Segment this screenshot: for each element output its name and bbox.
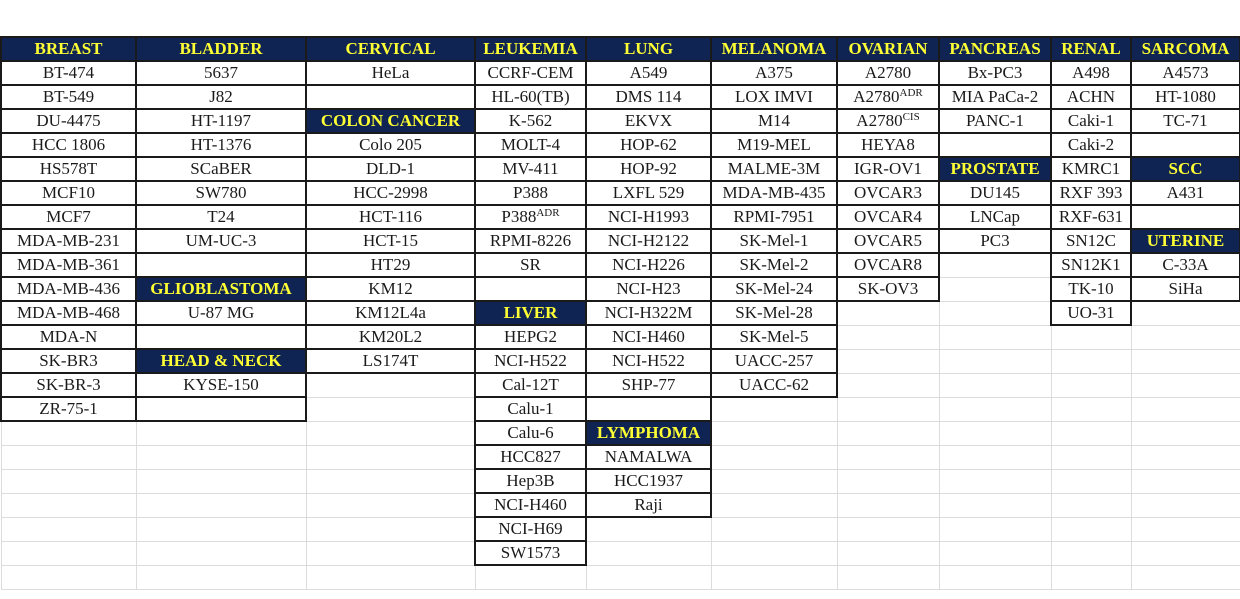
empty-cell [711,445,837,469]
cell-line: Calu-6 [475,421,586,445]
empty-cell [837,445,939,469]
cell-line: HCC1937 [586,469,711,493]
cell-line: BT-474 [1,61,136,85]
category-header-cervical: CERVICAL [306,37,475,61]
cell-line: NCI-H322M [586,301,711,325]
cell-line: HT29 [306,253,475,277]
cell-line: SK-Mel-5 [711,325,837,349]
cell-line: T24 [136,205,306,229]
empty-cell [306,565,475,589]
cell-line: Raji [586,493,711,517]
category-header-breast: BREAST [1,37,136,61]
empty-cell [939,493,1051,517]
empty-cell [1131,301,1240,325]
cell-line: NCI-H2122 [586,229,711,253]
cell-line-superscript: ADR [899,87,923,99]
cell-line: NCI-H460 [475,493,586,517]
empty-cell [1131,325,1240,349]
table-row [1,301,1240,325]
cell-line [475,205,586,229]
cell-line: Colo 205 [306,133,475,157]
empty-cell [1131,493,1240,517]
empty-cell [1,541,136,565]
table-row [1,445,1240,469]
empty-cell [837,373,939,397]
table-row [1,205,1240,229]
cell-line: SN12C [1051,229,1131,253]
category-header-lung: LUNG [586,37,711,61]
cell-line: SCaBER [136,157,306,181]
cell-line: M14 [711,109,837,133]
cell-line: LNCap [939,205,1051,229]
cell-line: M19-MEL [711,133,837,157]
cell-line: HCC-2998 [306,181,475,205]
cell-line: OVCAR4 [837,205,939,229]
cell-line: SK-Mel-2 [711,253,837,277]
empty-cell [475,565,586,589]
cell-line: PC3 [939,229,1051,253]
cell-line [837,85,939,109]
table-row [1,421,1240,445]
empty-cell [939,373,1051,397]
cell-line: A498 [1051,61,1131,85]
cell-line: MDA-MB-361 [1,253,136,277]
cell-line: MDA-MB-468 [1,301,136,325]
cell-line: NCI-H522 [586,349,711,373]
cell-line: Caki-2 [1051,133,1131,157]
category-header-prostate: PROSTATE [939,157,1051,181]
empty-cell [837,541,939,565]
cell-line: UM-UC-3 [136,229,306,253]
cell-line: MALME-3M [711,157,837,181]
table-row [1,253,1240,277]
cell-line: SW1573 [475,541,586,565]
cell-line: KM12 [306,277,475,301]
empty-cell [1131,397,1240,421]
cell-line-superscript: CIS [902,111,920,123]
empty-cell [1051,469,1131,493]
cell-line: Bx-PC3 [939,61,1051,85]
blank-cell [1131,205,1240,229]
empty-cell [711,493,837,517]
cell-line: Hep3B [475,469,586,493]
cell-line: NCI-H460 [586,325,711,349]
cell-line: UACC-257 [711,349,837,373]
empty-cell [306,421,475,445]
cell-line: HOP-92 [586,157,711,181]
empty-cell [1051,421,1131,445]
cell-line: LOX IMVI [711,85,837,109]
cell-line: MDA-MB-436 [1,277,136,301]
cell-line: HL-60(TB) [475,85,586,109]
blank-cell [586,397,711,421]
cell-line: NCI-H69 [475,517,586,541]
table-row [1,565,1240,589]
cell-line: DLD-1 [306,157,475,181]
empty-cell [1,445,136,469]
cell-line: HCC 1806 [1,133,136,157]
category-header-ovarian: OVARIAN [837,37,939,61]
cell-line: C-33A [1131,253,1240,277]
empty-cell [939,325,1051,349]
cell-line: J82 [136,85,306,109]
empty-cell [1131,421,1240,445]
cell-line: EKVX [586,109,711,133]
empty-cell [1131,349,1240,373]
empty-cell [306,397,475,421]
cell-line-superscript: ADR [536,207,560,219]
cell-line-name: P388 [501,207,537,226]
empty-cell [939,445,1051,469]
cell-line: UACC-62 [711,373,837,397]
table-row [1,349,1240,373]
empty-cell [306,541,475,565]
cell-line: OVCAR3 [837,181,939,205]
category-header-scc: SCC [1131,157,1240,181]
category-header-renal: RENAL [1051,37,1131,61]
empty-cell [711,397,837,421]
empty-cell [837,325,939,349]
empty-cell [939,517,1051,541]
empty-cell [586,541,711,565]
cell-line: DU-4475 [1,109,136,133]
cell-line: BT-549 [1,85,136,109]
empty-cell [1131,469,1240,493]
blank-cell [1131,133,1240,157]
empty-cell [1,517,136,541]
cell-line: HT-1376 [136,133,306,157]
cell-line: SK-BR-3 [1,373,136,397]
empty-cell [136,445,306,469]
table-row [1,37,1240,61]
cell-line-name: A2780 [856,111,903,130]
empty-cell [136,421,306,445]
empty-cell [837,349,939,373]
empty-cell [837,397,939,421]
empty-cell [306,445,475,469]
cell-line: NCI-H226 [586,253,711,277]
cell-line: RPMI-7951 [711,205,837,229]
category-header-glioblastoma: GLIOBLASTOMA [136,277,306,301]
category-header-liver: LIVER [475,301,586,325]
empty-cell [136,469,306,493]
cell-line: MDA-MB-231 [1,229,136,253]
empty-cell [711,565,837,589]
empty-cell [939,277,1051,301]
cell-line: HCC827 [475,445,586,469]
spreadsheet-grid [0,36,1240,599]
empty-cell [306,469,475,493]
category-header-lymphoma: LYMPHOMA [586,421,711,445]
cell-line: SK-OV3 [837,277,939,301]
table-row [1,469,1240,493]
empty-cell [939,397,1051,421]
empty-cell [136,565,306,589]
cell-line: RXF 393 [1051,181,1131,205]
empty-cell [837,301,939,325]
empty-cell [939,565,1051,589]
cell-line: MV-411 [475,157,586,181]
cell-line: TK-10 [1051,277,1131,301]
empty-cell [1131,373,1240,397]
cell-line: NCI-H522 [475,349,586,373]
cell-line: RPMI-8226 [475,229,586,253]
cell-line: ACHN [1051,85,1131,109]
empty-cell [1051,349,1131,373]
cell-line: MCF7 [1,205,136,229]
cell-line: MCF10 [1,181,136,205]
cell-line: HOP-62 [586,133,711,157]
cell-line: P388 [475,181,586,205]
cell-line: KMRC1 [1051,157,1131,181]
cell-line: PANC-1 [939,109,1051,133]
empty-cell [1,493,136,517]
cell-line: TC-71 [1131,109,1240,133]
table-row [1,325,1240,349]
category-header-leukemia: LEUKEMIA [475,37,586,61]
cell-line: Caki-1 [1051,109,1131,133]
cell-line-name: A2780 [853,87,900,106]
cell-line: HCT-15 [306,229,475,253]
cell-line: HCT-116 [306,205,475,229]
empty-cell [1051,565,1131,589]
blank-cell [475,277,586,301]
empty-cell [1131,517,1240,541]
blank-cell [939,133,1051,157]
cell-line: IGR-OV1 [837,157,939,181]
category-header-melanoma: MELANOMA [711,37,837,61]
category-header-bladder: BLADDER [136,37,306,61]
empty-cell [1131,541,1240,565]
cell-line: K-562 [475,109,586,133]
cell-line: DMS 114 [586,85,711,109]
cell-line: MIA PaCa-2 [939,85,1051,109]
cell-line: SK-Mel-28 [711,301,837,325]
cell-line: HeLa [306,61,475,85]
empty-cell [939,349,1051,373]
empty-cell [136,517,306,541]
category-header-head-neck: HEAD & NECK [136,349,306,373]
cell-line: SK-Mel-1 [711,229,837,253]
empty-cell [711,421,837,445]
table-row [1,229,1240,253]
table-row [1,61,1240,85]
cell-line: HS578T [1,157,136,181]
category-header-pancreas: PANCREAS [939,37,1051,61]
empty-cell [711,469,837,493]
blank-cell [136,253,306,277]
empty-cell [586,517,711,541]
empty-cell [711,541,837,565]
empty-cell [1131,565,1240,589]
cell-line: Cal-12T [475,373,586,397]
table-row [1,109,1240,133]
empty-cell [1051,397,1131,421]
cell-line: OVCAR5 [837,229,939,253]
cell-line: KYSE-150 [136,373,306,397]
cell-line: A2780 [837,61,939,85]
blank-cell [306,85,475,109]
cell-line: MOLT-4 [475,133,586,157]
empty-cell [939,469,1051,493]
cell-line: HT-1080 [1131,85,1240,109]
empty-cell [136,493,306,517]
empty-cell [837,421,939,445]
empty-cell [306,493,475,517]
category-header-sarcoma: SARCOMA [1131,37,1240,61]
cell-line: SK-Mel-24 [711,277,837,301]
cell-line: Calu-1 [475,397,586,421]
empty-cell [837,469,939,493]
cell-line: MDA-N [1,325,136,349]
empty-cell [939,541,1051,565]
cell-line: SK-BR3 [1,349,136,373]
cell-line: SHP-77 [586,373,711,397]
cell-line: A549 [586,61,711,85]
cell-line: SN12K1 [1051,253,1131,277]
cell-line: UO-31 [1051,301,1131,325]
cell-line: LS174T [306,349,475,373]
cell-line: KM20L2 [306,325,475,349]
cell-line: OVCAR8 [837,253,939,277]
empty-cell [1051,325,1131,349]
cell-line: HT-1197 [136,109,306,133]
cell-line: A375 [711,61,837,85]
cell-line: NAMALWA [586,445,711,469]
cell-line: LXFL 529 [586,181,711,205]
empty-cell [837,517,939,541]
empty-cell [306,517,475,541]
empty-cell [939,253,1051,277]
empty-cell [711,517,837,541]
cell-line: ZR-75-1 [1,397,136,421]
empty-cell [939,301,1051,325]
table-row [1,373,1240,397]
empty-cell [939,421,1051,445]
cell-line: KM12L4a [306,301,475,325]
cell-line: CCRF-CEM [475,61,586,85]
empty-cell [837,565,939,589]
empty-cell [306,373,475,397]
cell-line: NCI-H1993 [586,205,711,229]
cell-line: SW780 [136,181,306,205]
empty-cell [586,565,711,589]
cell-line: HEYA8 [837,133,939,157]
blank-cell [136,397,306,421]
cell-line-table [0,36,1240,590]
cell-line: RXF-631 [1051,205,1131,229]
table-body [1,37,1240,589]
table-row [1,181,1240,205]
cell-line: U-87 MG [136,301,306,325]
cell-line: SR [475,253,586,277]
cell-line: A431 [1131,181,1240,205]
cell-line: A4573 [1131,61,1240,85]
cell-line: DU145 [939,181,1051,205]
empty-cell [837,493,939,517]
table-row [1,397,1240,421]
blank-cell [136,325,306,349]
cell-line: SiHa [1131,277,1240,301]
category-header-uterine: UTERINE [1131,229,1240,253]
empty-cell [1,421,136,445]
category-header-colon-cancer: COLON CANCER [306,109,475,133]
table-row [1,85,1240,109]
empty-cell [1,565,136,589]
empty-cell [1,469,136,493]
empty-cell [1131,445,1240,469]
table-row [1,157,1240,181]
table-row [1,541,1240,565]
table-row [1,277,1240,301]
table-row [1,493,1240,517]
empty-cell [1051,493,1131,517]
cell-line: HEPG2 [475,325,586,349]
table-row [1,133,1240,157]
empty-cell [1051,445,1131,469]
empty-cell [1051,517,1131,541]
empty-cell [1051,541,1131,565]
empty-cell [1051,373,1131,397]
cell-line: MDA-MB-435 [711,181,837,205]
empty-cell [136,541,306,565]
cell-line: 5637 [136,61,306,85]
table-row [1,517,1240,541]
cell-line [837,109,939,133]
cell-line: NCI-H23 [586,277,711,301]
